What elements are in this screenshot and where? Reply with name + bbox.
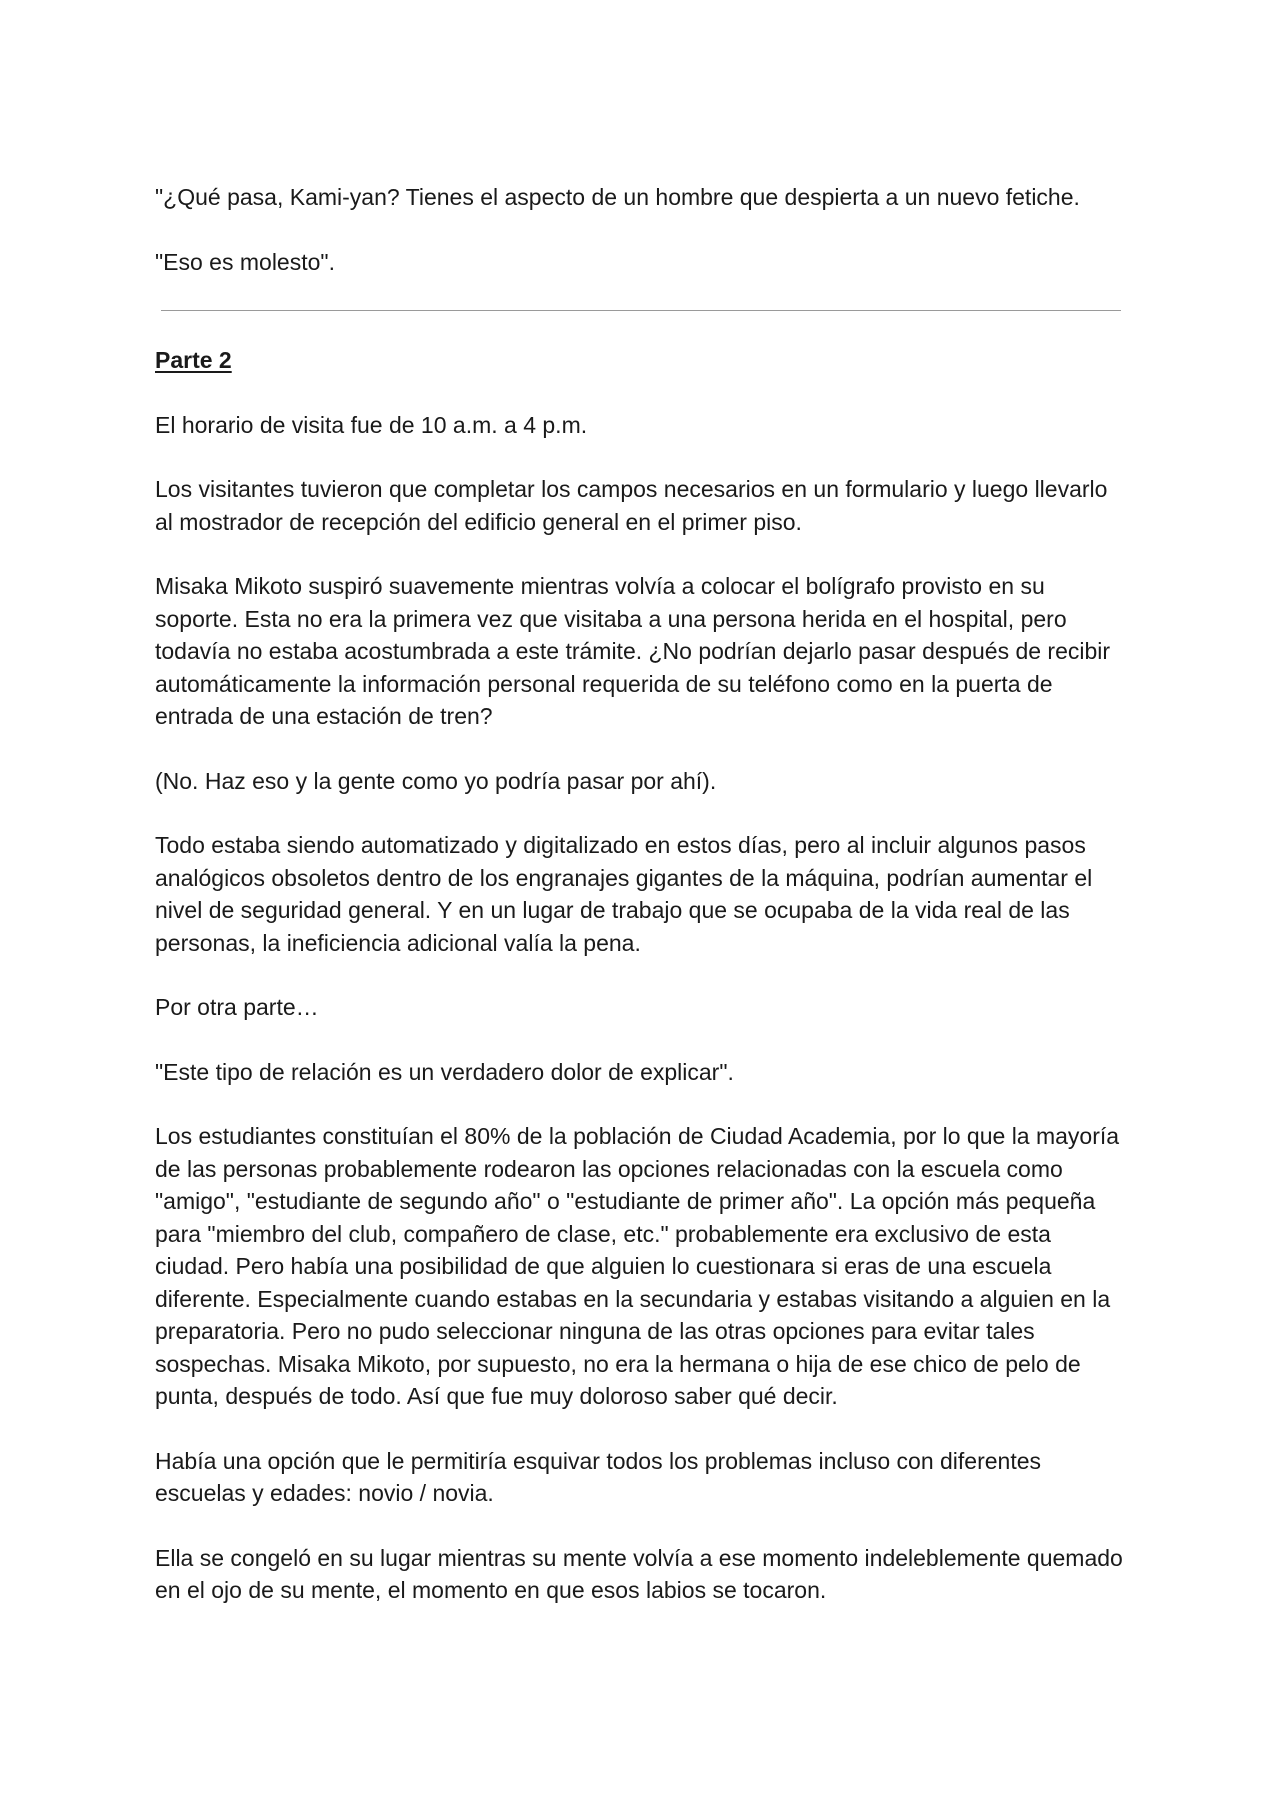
paragraph: Por otra parte…	[155, 994, 319, 1020]
paragraph: "¿Qué pasa, Kami-yan? Tienes el aspecto de un hombre que despierta a un nuevo fetiche.	[155, 184, 1080, 210]
paragraph: El horario de visita fue de 10 a.m. a 4 p.m.	[155, 411, 588, 438]
document-body	[155, 181, 1130, 1639]
section-heading: Parte 2	[155, 347, 232, 373]
paragraph: Ella se congeló en su lugar mientras su mente volvía a ese momento indeleblemente quemado en el ojo de su mente, el momento en que esos labios se tocaron.	[155, 1544, 1123, 1603]
paragraph: Los estudiantes constituían el 80% de la población de Ciudad Academia, por lo que la mayoría de las personas probablemente rodearon las opciones relacionadas con la escuela como "amigo", "estudiante de segundo año" o "estudiante de primer año". La opción más pequeña para "miembro del club, compañero de clase, etc." probablemente era exclusivo de esta ciudad. Pero había una posibilidad de que alguien lo cuestionara si eras de una escuela diferente. Especialmente cuando estabas en la secundaria y estabas visitando a alguien en la preparatoria. Pero no pudo seleccionar ninguna de las otras opciones para evitar tales sospechas. Misaka Mikoto, por supuesto, no era la hermana o hija de ese chico de pelo de punta, después de todo. Así que fue muy doloroso saber qué decir.	[155, 1123, 1120, 1409]
paragraph: (No. Haz eso y la gente como yo podría pasar por ahí).	[155, 767, 717, 794]
paragraph: Todo estaba siendo automatizado y digitalizado en estos días, pero al incluir algunos pasos analógicos obsoletos dentro de los engranajes gigantes de la máquina, podrían aumentar el nivel de seguridad general. Y en un lugar de trabajo que se ocupaba de la vida real de las personas, la ineficiencia adicional valía la pena.	[155, 832, 1093, 956]
paragraph: "Eso es molesto".	[155, 248, 335, 275]
paragraph: Misaka Mikoto suspiró suavemente mientras volvía a colocar el bolígrafo provisto en su soporte. Esta no era la primera vez que visitaba a una persona herida en el hospital, pero todavía no estaba acostumbrada a este trámite. ¿No podrían dejarlo pasar después de recibir automáticamente la información personal requerida de su teléfono como en la puerta de entrada de una estación de tren?	[155, 573, 1111, 729]
paragraph: "Este tipo de relación es un verdadero dolor de explicar".	[155, 1058, 734, 1085]
paragraph: Había una opción que le permitiría esquivar todos los problemas incluso con diferentes escuelas y edades: novio / novia.	[155, 1447, 1042, 1506]
horizontal-divider	[161, 310, 1121, 311]
paragraph: Los visitantes tuvieron que completar los campos necesarios en un formulario y luego llevarlo al mostrador de recepción del edificio general en el primer piso.	[155, 476, 1108, 535]
